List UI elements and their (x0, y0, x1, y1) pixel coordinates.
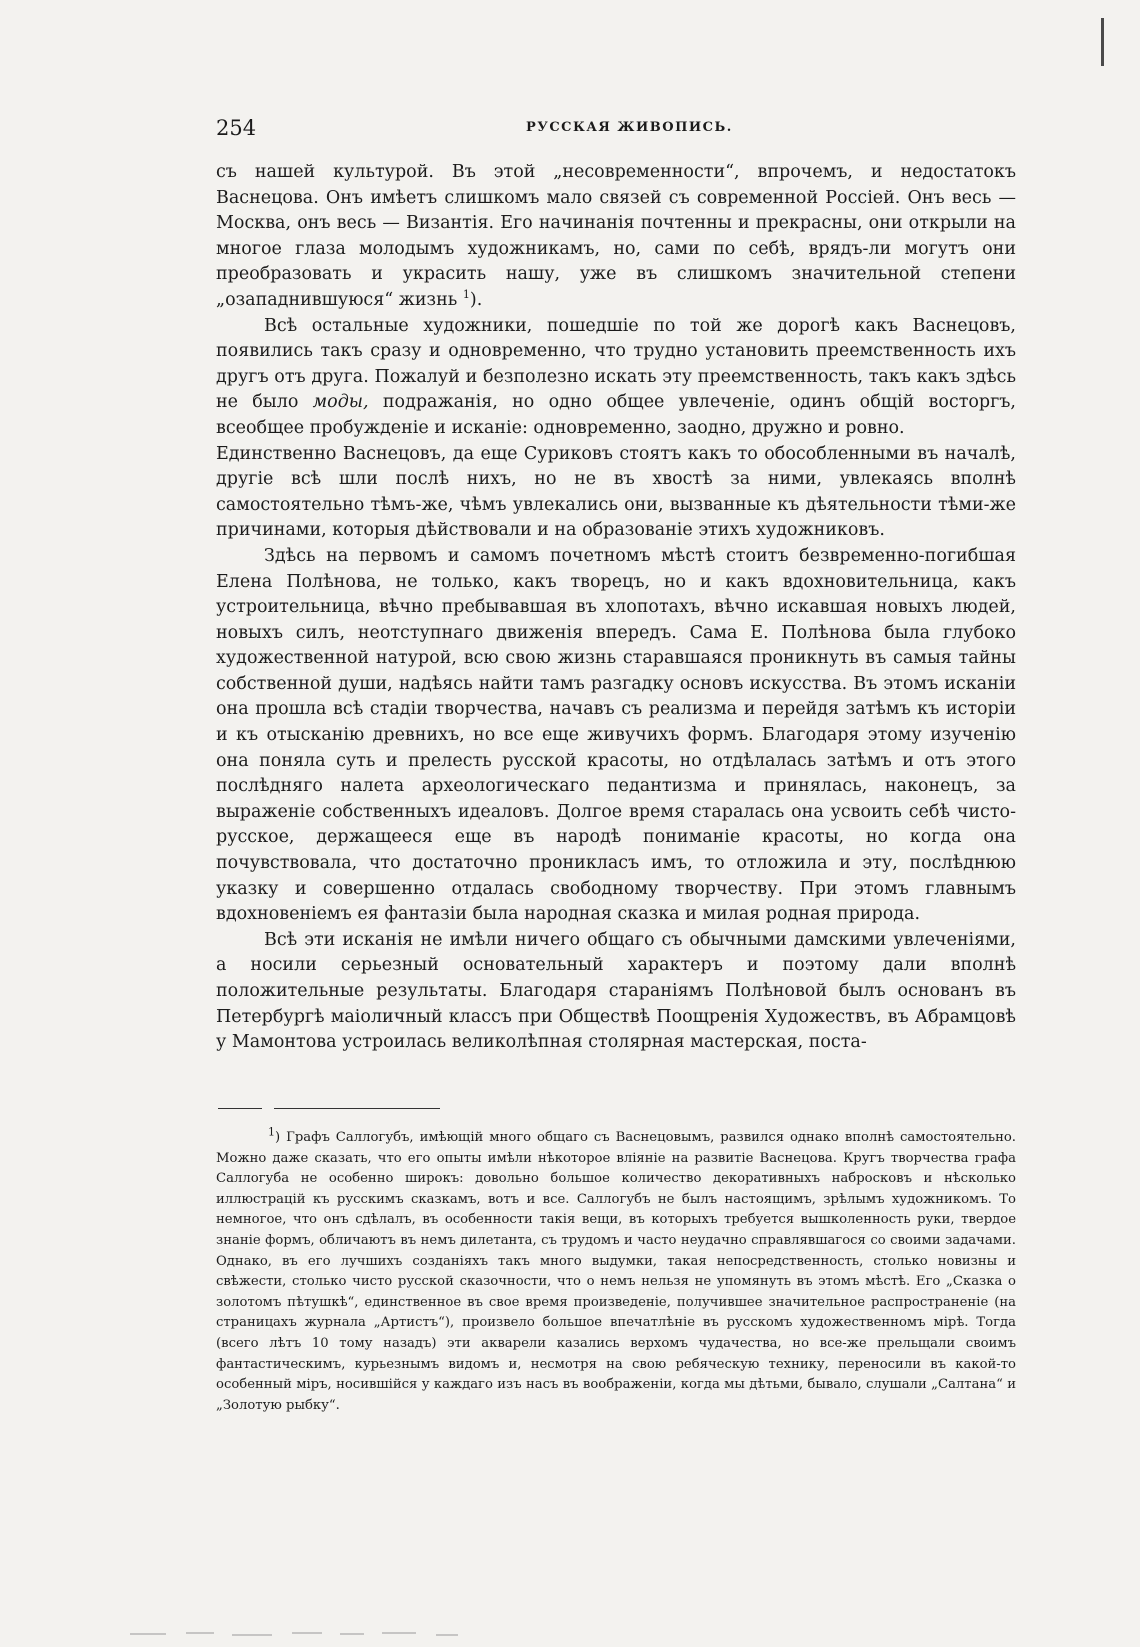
paragraph-1-tail: ). (469, 289, 483, 310)
scan-noise (0, 1607, 1140, 1647)
paragraph-3: Здѣсь на первомъ и самомъ почетномъ мѣстѣ стоитъ безвременно-погибшая Елена Полѣнова, не только, какъ творецъ, но и какъ вдохновительница, какъ устроительница, вѣчно пребывавшая въ хлопотахъ, вѣчно искавшая новыхъ людей, новыхъ силъ, неотступнаго движенія впередъ. Сама Е. Полѣнова была глубоко художественной натурой, всю свою жизнь старавшаяся проникнуть въ самыя тайны собственной души, надѣясь найти тамъ разгадку основъ искусства. Въ этомъ исканіи она прошла всѣ стадіи творчества, начавъ съ реализма и перейдя затѣмъ къ исторіи и къ отысканію древнихъ, но все еще живучихъ формъ. Благодаря этому изученію она поняла суть и прелесть русской красоты, но отдѣлалась затѣмъ и отъ этого послѣдняго налета археологическаго педантизма и принялась, наконецъ, за выраженіе собственныхъ идеаловъ. Долгое время старалась она усвоить себѣ чисто-русское, держащееся еще въ народѣ пониманіе красоты, но когда она почувствовала, что достаточно проникласъ имъ, то отложила и эту, послѣднюю указку и совершенно отдалась свободному творчеству. При этомъ главнымъ вдохновеніемъ ея фантазіи была народная сказка и милая родная природа. (216, 545, 1016, 925)
footnote-paragraph (216, 1125, 1016, 1416)
footnote-reference[interactable]: 1 (462, 288, 470, 302)
paragraph-1-text: съ нашей культурой. Въ этой „несовременности“, впрочемъ, и недостатокъ Васнецова. Онъ имѣетъ слишкомъ мало связей съ современной Россіей. Онъ весь — Москва, онъ весь — Византія. Его начинанія почтенны и прекрасны, они открыли на многое глаза молодымъ художникамъ, но, сами по себѣ, врядъ-ли могутъ они преобразовать и украсить нашу, уже въ слишкомъ значительной степени „озападнившуюся“ жизнь (216, 162, 1016, 310)
footnote-rule-long (274, 1108, 440, 1109)
page-header (216, 115, 1016, 143)
paragraph-4: Всѣ эти исканія не имѣли ничего общаго съ обычными дамскими увлеченіями, а носили серьезный основательный характеръ и поэтому дали вполнѣ положительные результаты. Благодаря стараніямъ Полѣновой былъ основанъ въ Петербургѣ маіоличный классъ при Обществѣ Поощренія Художествъ, въ Абрамцовѣ у Мамонтова устроилась великолѣпная столярная мастерская, поста- (216, 929, 1016, 1053)
footnote-marker: 1 (268, 1125, 275, 1139)
paragraph-1 (216, 160, 1016, 314)
paragraph-2-italic: моды, (312, 392, 369, 413)
paragraph-2-tail: подражанія, но одно общее увлеченіе, одинъ общій восторгъ, всеобщее пробужденіе и исканіе: одновременно, заодно, дружно и ровно. (216, 392, 1016, 438)
paragraph-2-cont: Единственно Васнецовъ, да еще Суриковъ стоятъ какъ то обособленными въ началѣ, другіе всѣ шли послѣ нихъ, но не въ хвостѣ за ними, увлекаясь вполнѣ самостоятельно тѣмъ-же, чѣмъ увлекались они, вызванные къ дѣятельности тѣми-же причинами, которыя дѣйствовали и на образованіе этихъ художниковъ. (216, 443, 1016, 541)
footnote (216, 1125, 1016, 1416)
running-title: РУССКАЯ ЖИВОПИСЬ. (526, 120, 733, 135)
footnote-text: ) Графъ Саллогубъ, имѣющій много общаго съ Васнецовымъ, развился однако вполнѣ самостоятельно. Можно даже сказать, что его опыты имѣли нѣкоторое вліяніе на развитіе Васнецова. Кругъ творчества графа Саллогуба не особенно широкъ: довольно большое количество декоративныхъ набросковъ и нѣсколько иллюстрацій къ русскимъ сказкамъ, вотъ и все. Саллогубъ не былъ настоящимъ, зрѣлымъ художникомъ. То немногое, что онъ сдѣлалъ, въ особенности такія вещи, въ которыхъ требуется вышколенность руки, твердое знаніе формъ, обличаютъ въ немъ дилетанта, съ трудомъ и часто неудачно справлявшагося со своими задачами. Однако, въ его лучшихъ созданіяхъ такъ много выдумки, такая непосредственность, столько новизны и свѣжести, столько чисто русской сказочности, что о немъ нельзя не упомянуть въ этомъ мѣстѣ. Его „Сказка о золотомъ пѣтушкѣ“, единственное въ свое время произведеніе, получившее значительное распространеніе (на страницахъ журнала „Артистъ“), произвело большое впечатлѣніе въ русскомъ художественномъ мірѣ. Тогда (всего лѣтъ 10 тому назадъ) эти акварели казались верхомъ чудачества, но все-же прельщали своимъ фантастическимъ, курьезнымъ видомъ и, несмотря на свою ребяческую технику, переносили въ какой-то особенный міръ, носившійся у каждаго изъ насъ въ воображеніи, когда мы дѣтьми, бывало, слушали „Салтана“ и „Золотую рыбку“. (216, 1130, 1016, 1413)
scan-edge-mark (1101, 18, 1104, 66)
footnote-rule-short (218, 1108, 262, 1109)
page-number: 254 (216, 116, 257, 140)
paragraph-2 (216, 314, 1016, 442)
paragraph-2-text: Всѣ остальные художники, пошедшіе по той же дорогѣ какъ Васнецовъ, появились такъ сразу и одновременно, что трудно установить преемственность ихъ другъ отъ друга. Пожалуй и безполезно искать эту преемственность, такъ какъ здѣсь не было (216, 315, 1016, 413)
main-text (216, 160, 1016, 1056)
